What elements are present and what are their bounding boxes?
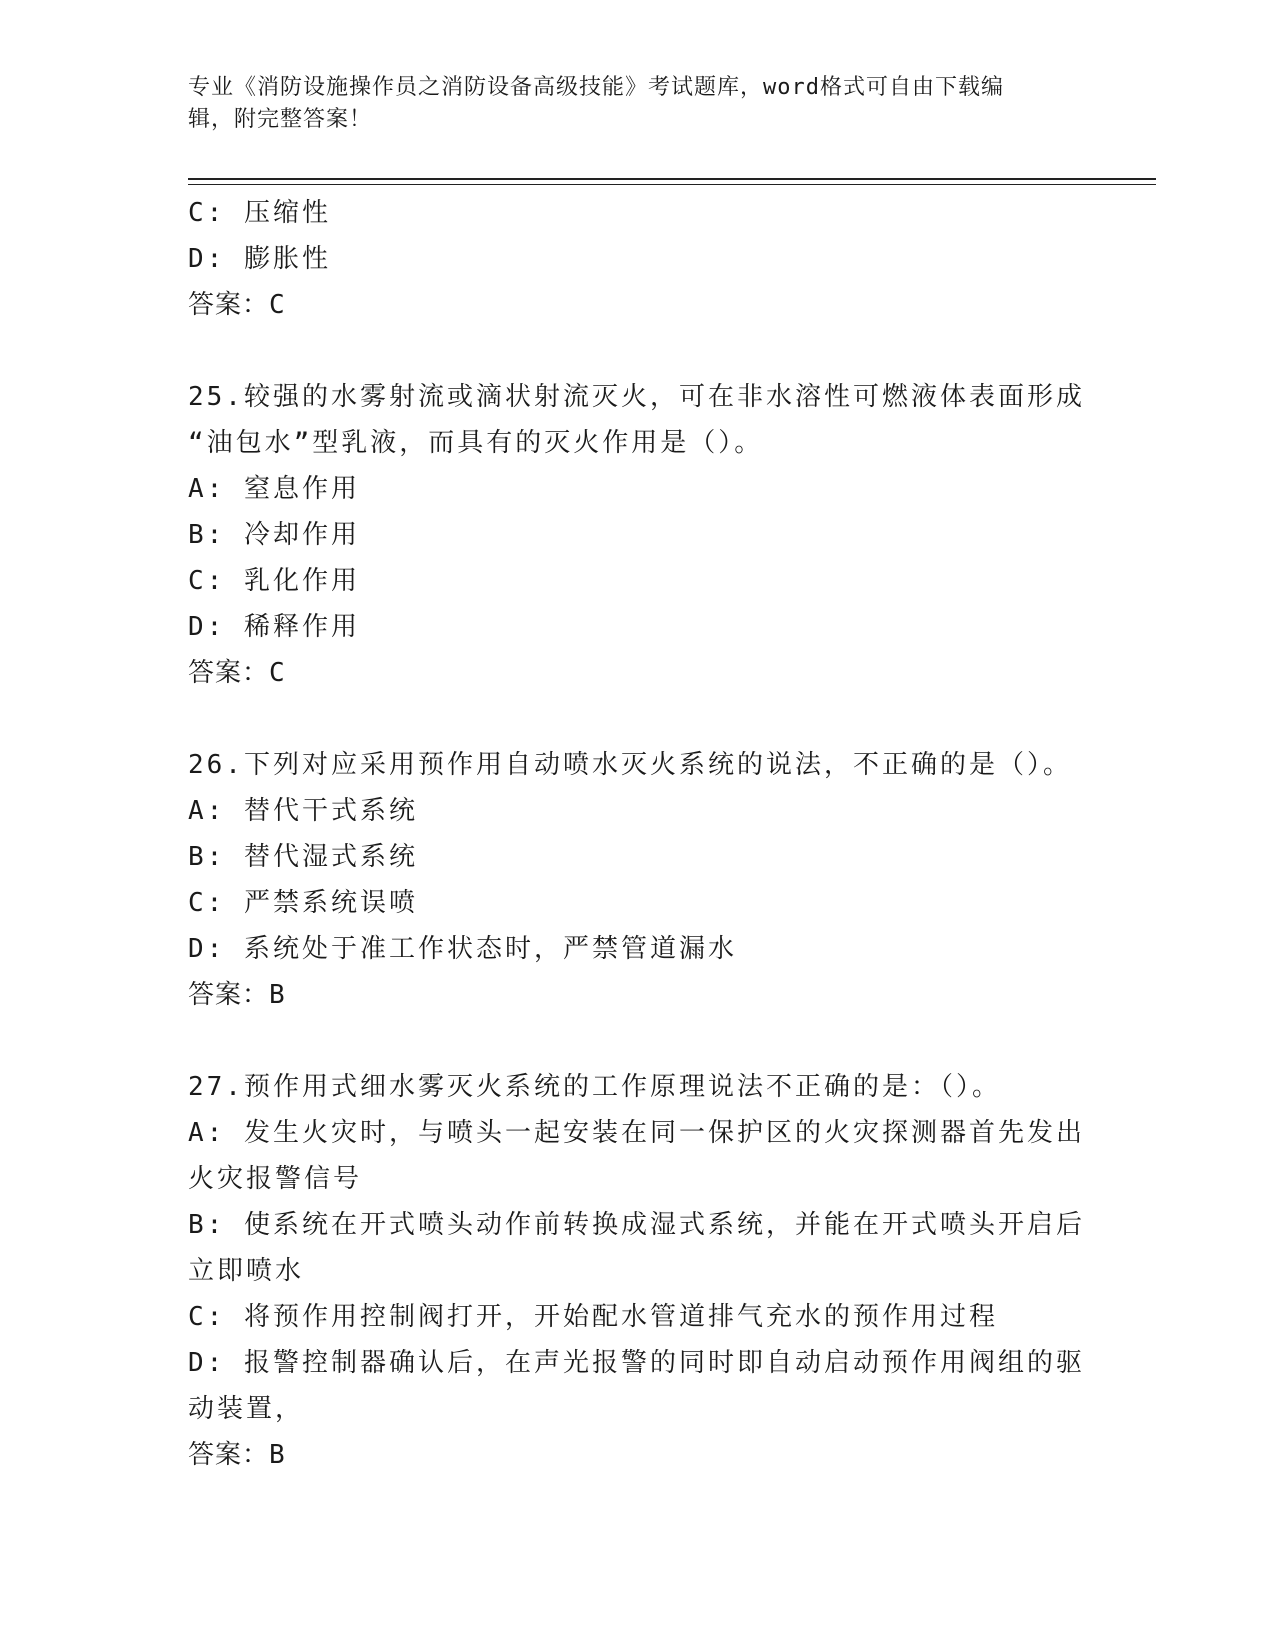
question-stem: 27.预作用式细水雾灭火系统的工作原理说法不正确的是：（）。 xyxy=(188,1072,1001,1102)
option-b-continued: 立即喷水 xyxy=(188,1256,305,1286)
option-c: C: 严禁系统误喷 xyxy=(188,888,418,918)
option-a: A: 替代干式系统 xyxy=(188,796,418,826)
option-a-continued: 火灾报警信号 xyxy=(188,1164,363,1194)
question-24-fragment xyxy=(188,190,1088,328)
answer: 答案：C xyxy=(188,658,286,688)
option-a: A: 窒息作用 xyxy=(188,474,360,504)
header-divider-thick xyxy=(188,178,1156,180)
answer: 答案：C xyxy=(188,290,286,320)
option-b: B: 使系统在开式喷头动作前转换成湿式系统，并能在开式喷头开启后 xyxy=(188,1210,1085,1240)
option-d-continued: 动装置， xyxy=(188,1394,305,1424)
question-list xyxy=(188,190,1088,1478)
option-d: D: 稀释作用 xyxy=(188,612,360,642)
option-d: D: 报警控制器确认后，在声光报警的同时即自动启动预作用阀组的驱 xyxy=(188,1348,1085,1378)
option-d: D: 膨胀性 xyxy=(188,244,331,274)
question-25 xyxy=(188,374,1088,696)
answer: 答案：B xyxy=(188,980,286,1010)
header-divider-thin xyxy=(188,184,1156,185)
option-b: B: 替代湿式系统 xyxy=(188,842,418,872)
option-a: A: 发生火灾时，与喷头一起安装在同一保护区的火灾探测器首先发出 xyxy=(188,1118,1085,1148)
answer: 答案：B xyxy=(188,1440,286,1470)
option-b: B: 冷却作用 xyxy=(188,520,360,550)
option-c: C: 将预作用控制阀打开，开始配水管道排气充水的预作用过程 xyxy=(188,1302,998,1332)
question-27 xyxy=(188,1064,1088,1478)
option-d: D: 系统处于准工作状态时，严禁管道漏水 xyxy=(188,934,737,964)
question-26 xyxy=(188,742,1088,1018)
document-header xyxy=(188,72,1068,136)
header-line-2: 辑，附完整答案！ xyxy=(188,107,373,132)
spacer xyxy=(188,1018,1088,1064)
spacer xyxy=(188,696,1088,742)
header-line-1: 专业《消防设施操作员之消防设备高级技能》考试题库，word格式可自由下载编 xyxy=(188,75,1004,100)
option-c: C: 压缩性 xyxy=(188,198,331,228)
question-stem: 26.下列对应采用预作用自动喷水灭火系统的说法，不正确的是（）。 xyxy=(188,750,1072,780)
question-stem-continued: “油包水”型乳液，而具有的灭火作用是（）。 xyxy=(188,428,764,458)
option-c: C: 乳化作用 xyxy=(188,566,360,596)
spacer xyxy=(188,328,1088,374)
question-stem: 25.较强的水雾射流或滴状射流灭火，可在非水溶性可燃液体表面形成 xyxy=(188,382,1085,412)
